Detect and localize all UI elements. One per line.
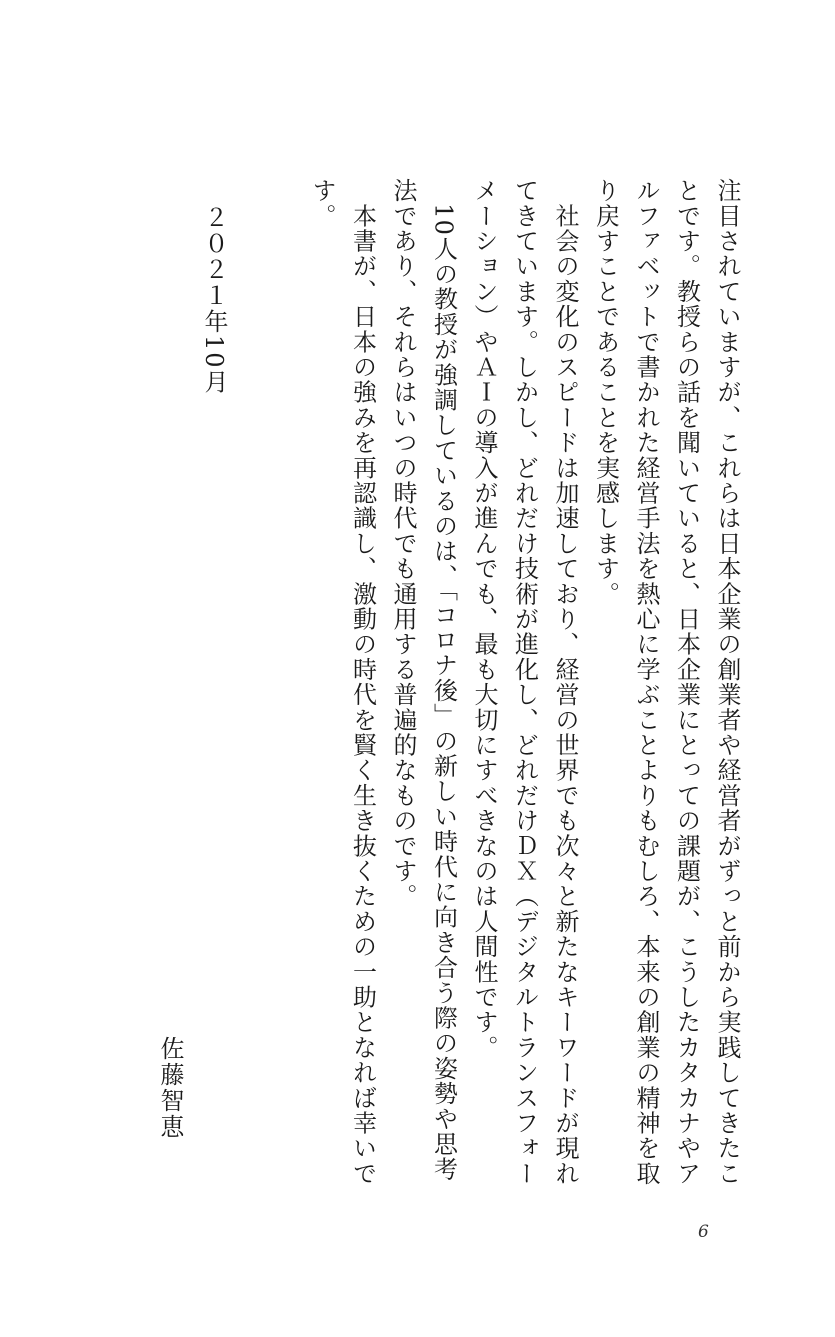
paragraph-2: 社会の変化のスピードは加速しており、経営の世界でも次々と新たなキーワードが現れてきています。しかし、どれだけ技術が進化し、どれだけＤＸ（デジタルトランスフォーメーション）やＡＩの導入が進んでも、最も大切にすべきなのは人間性です。	[470, 178, 579, 1186]
paragraph-4: 本書が、日本の強みを再認識し、激動の時代を賢く生き抜くための一助となれば幸いです。	[308, 178, 377, 1186]
date: ２０２１年10月	[200, 205, 228, 396]
body-text	[302, 178, 748, 1198]
author-signature: 佐藤智恵	[156, 1036, 184, 1140]
page-number: 6	[698, 1222, 709, 1242]
paragraph-1: 注目されていますが、これらは日本企業の創業者や経営者がずっと前から実践してきたことです。教授らの話を聞いていると、日本企業にとっての課題が、こうしたカタカナやアルファベットで書かれた経営手法を熱心に学ぶことよりもむしろ、本来の創業の精神を取り戻すことであることを実感します。	[591, 178, 741, 1186]
paragraph-3: 10人の教授が強調しているのは、「コロナ後」の新しい時代に向き合う際の姿勢や思考法であり、それらはいつの時代でも通用する普遍的なものです。	[389, 178, 458, 1182]
